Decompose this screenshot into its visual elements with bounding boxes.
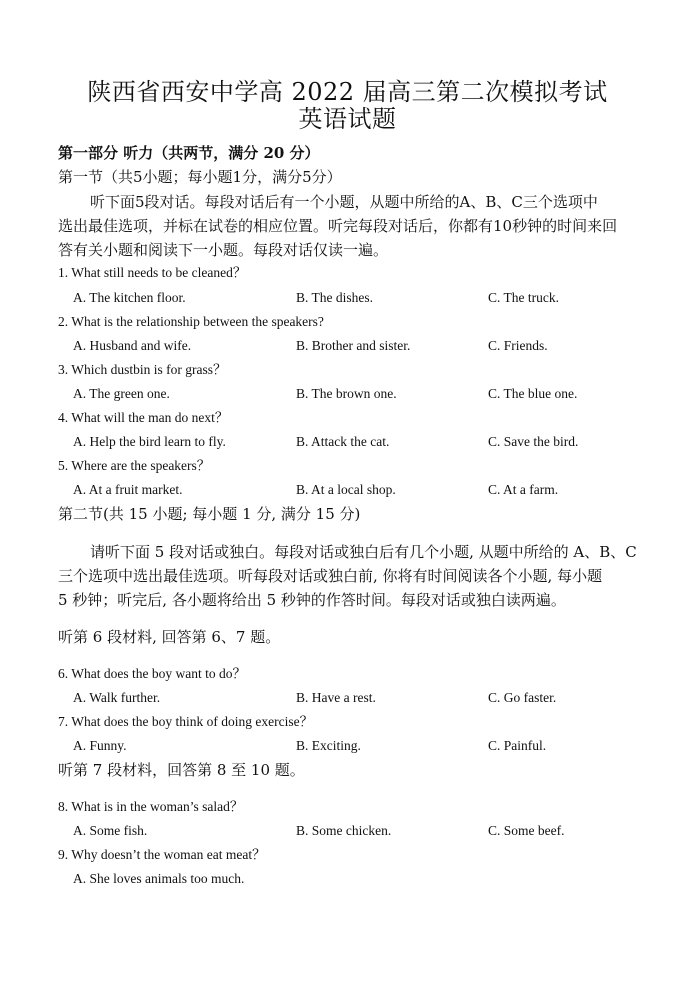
option-c: C. The blue one. [488, 386, 578, 401]
option-a: A. At a fruit market. [73, 482, 183, 497]
question-stem: 9. Why doesn’t the woman eat meat？ [58, 847, 266, 862]
option-a: A. Some fish. [73, 823, 148, 838]
option-c: C. At a farm. [488, 482, 559, 497]
section1-heading: 第一节（共5小题；每小题1分，满分5分） [58, 168, 342, 186]
exam-subtitle: 英语试题 [298, 105, 397, 133]
option-b: B. Exciting. [296, 738, 361, 753]
option-a: A. The kitchen floor. [73, 290, 186, 305]
option-c: C. Friends. [488, 338, 548, 353]
option-b: B. Have a rest. [296, 690, 376, 705]
question-stem: 5. Where are the speakers？ [58, 458, 211, 473]
section1-instruction-line: 听下面5段对话。每段对话后有一个小题，从题中所给的A、B、C三个选项中 [90, 193, 598, 211]
option-c: C. Some beef. [488, 823, 565, 838]
section2-instruction-line: 5 秒钟；听完后, 各小题将给出 5 秒钟的作答时间。每段对话或独白读两遍。 [58, 591, 566, 609]
exam-title: 陕西省西安中学高 2022 届高三第二次模拟考试 [87, 78, 608, 106]
material-6-heading: 听第 6 段材料, 回答第 6、7 题。 [58, 628, 281, 646]
option-a: A. Husband and wife. [73, 338, 192, 353]
option-a: A. Funny. [73, 738, 127, 753]
option-b: B. The brown one. [296, 386, 397, 401]
question-stem: 2. What is the relationship between the speakers? [58, 314, 324, 329]
option-c: C. Go faster. [488, 690, 557, 705]
option-a: A. The green one. [73, 386, 170, 401]
question-stem: 7. What does the boy think of doing exercise？ [58, 714, 314, 729]
option-b: B. Brother and sister. [296, 338, 411, 353]
section2-instruction-line: 请听下面 5 段对话或独白。每段对话或独白后有几个小题, 从题中所给的 A、B、C [90, 543, 637, 561]
option-c: C. Save the bird. [488, 434, 579, 449]
question-stem: 3. Which dustbin is for grass？ [58, 362, 227, 377]
section2-instruction-line: 三个选项中选出最佳选项。听每段对话或独白前, 你将有时间阅读各个小题, 每小题 [58, 567, 603, 585]
option-c: C. The truck. [488, 290, 559, 305]
option-c: C. Painful. [488, 738, 547, 753]
option-a: A. She loves animals too much. [73, 871, 245, 886]
option-a: A. Help the bird learn to fly. [73, 434, 226, 449]
question-stem: 6. What does the boy want to do？ [58, 666, 246, 681]
option-b: B. The dishes. [296, 290, 373, 305]
material-7-heading: 听第 7 段材料，回答第 8 至 10 题。 [58, 761, 305, 779]
question-stem: 4. What will the man do next？ [58, 410, 229, 425]
option-b: B. At a local shop. [296, 482, 396, 497]
part1-heading: 第一部分 听力（共两节，满分 20 分） [58, 144, 320, 162]
question-stem: 1. What still needs to be cleaned？ [58, 265, 247, 280]
option-b: B. Attack the cat. [296, 434, 390, 449]
question-stem: 8. What is in the woman’s salad？ [58, 799, 244, 814]
section2-heading: 第二节(共 15 小题; 每小题 1 分, 满分 15 分) [58, 505, 361, 523]
option-a: A. Walk further. [73, 690, 161, 705]
option-b: B. Some chicken. [296, 823, 392, 838]
section1-instruction-line: 选出最佳选项，并标在试卷的相应位置。听完每段对话后，你都有10秒钟的时间来回 [58, 217, 618, 235]
section1-instruction-line: 答有关小题和阅读下一小题。每段对话仅读一遍。 [58, 241, 389, 259]
